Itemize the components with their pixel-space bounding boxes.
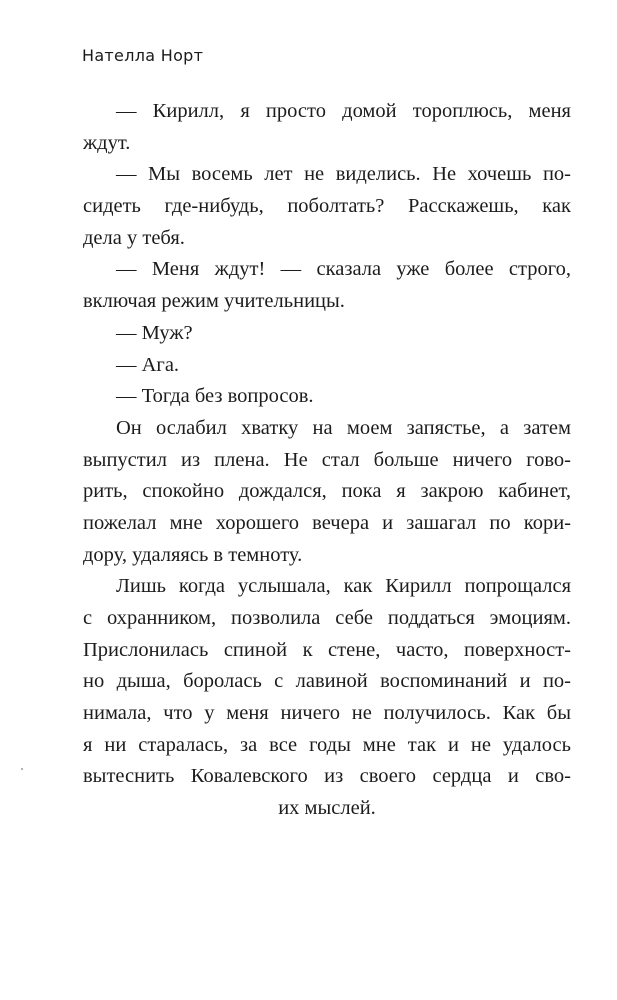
scan-speck [21, 768, 23, 770]
text-line: с охранником, позволила себе поддаться эмоциям. [83, 607, 571, 629]
text-line: дору, удаляясь в темноту. [83, 543, 303, 566]
text-line: Прислонилась спиной к стене, часто, поверхност- [83, 638, 571, 661]
running-head-author: Нателла Норт [82, 46, 204, 65]
text-line: но дыша, боролась с лавиной воспоминаний и по- [83, 670, 571, 693]
text-line: Он ослабил хватку на моем запястье, а затем [116, 416, 571, 439]
text-line: выпустил из плена. Не стал больше ничего гово- [83, 448, 571, 471]
text-line: — Меня ждут! — сказала уже более строго, [116, 258, 571, 281]
text-line: Лишь когда услышала, как Кирилл попрощался [116, 575, 571, 598]
text-line: — Кирилл, я просто домой тороплюсь, меня [116, 100, 571, 122]
text-line: их мыслей. [278, 797, 376, 820]
text-line: я ни старалась, за все годы мне так и не удалось [83, 733, 571, 756]
text-line: дела у тебя. [83, 226, 185, 249]
text-line: — Муж? [116, 321, 193, 344]
text-line: нимала, что у меня ничего не получилось. Как бы [83, 702, 571, 725]
text-line: рить, спокойно дождался, пока я закрою кабинет, [83, 480, 571, 503]
text-line: — Ага. [116, 353, 180, 376]
text-line: включая режим учительницы. [83, 290, 345, 313]
text-line: вытеснить Ковалевского из своего сердца и сво- [83, 765, 571, 788]
text-line: сидеть где-нибудь, поболтать? Расскажешь, как [83, 195, 571, 218]
text-line: ждут. [83, 131, 131, 154]
text-line: — Мы восемь лет не виделись. Не хочешь по- [116, 163, 571, 186]
text-line: — Тогда без вопросов. [116, 385, 314, 408]
body-text [83, 96, 571, 825]
text-line: пожелал мне хорошего вечера и зашагал по кори- [83, 511, 571, 534]
